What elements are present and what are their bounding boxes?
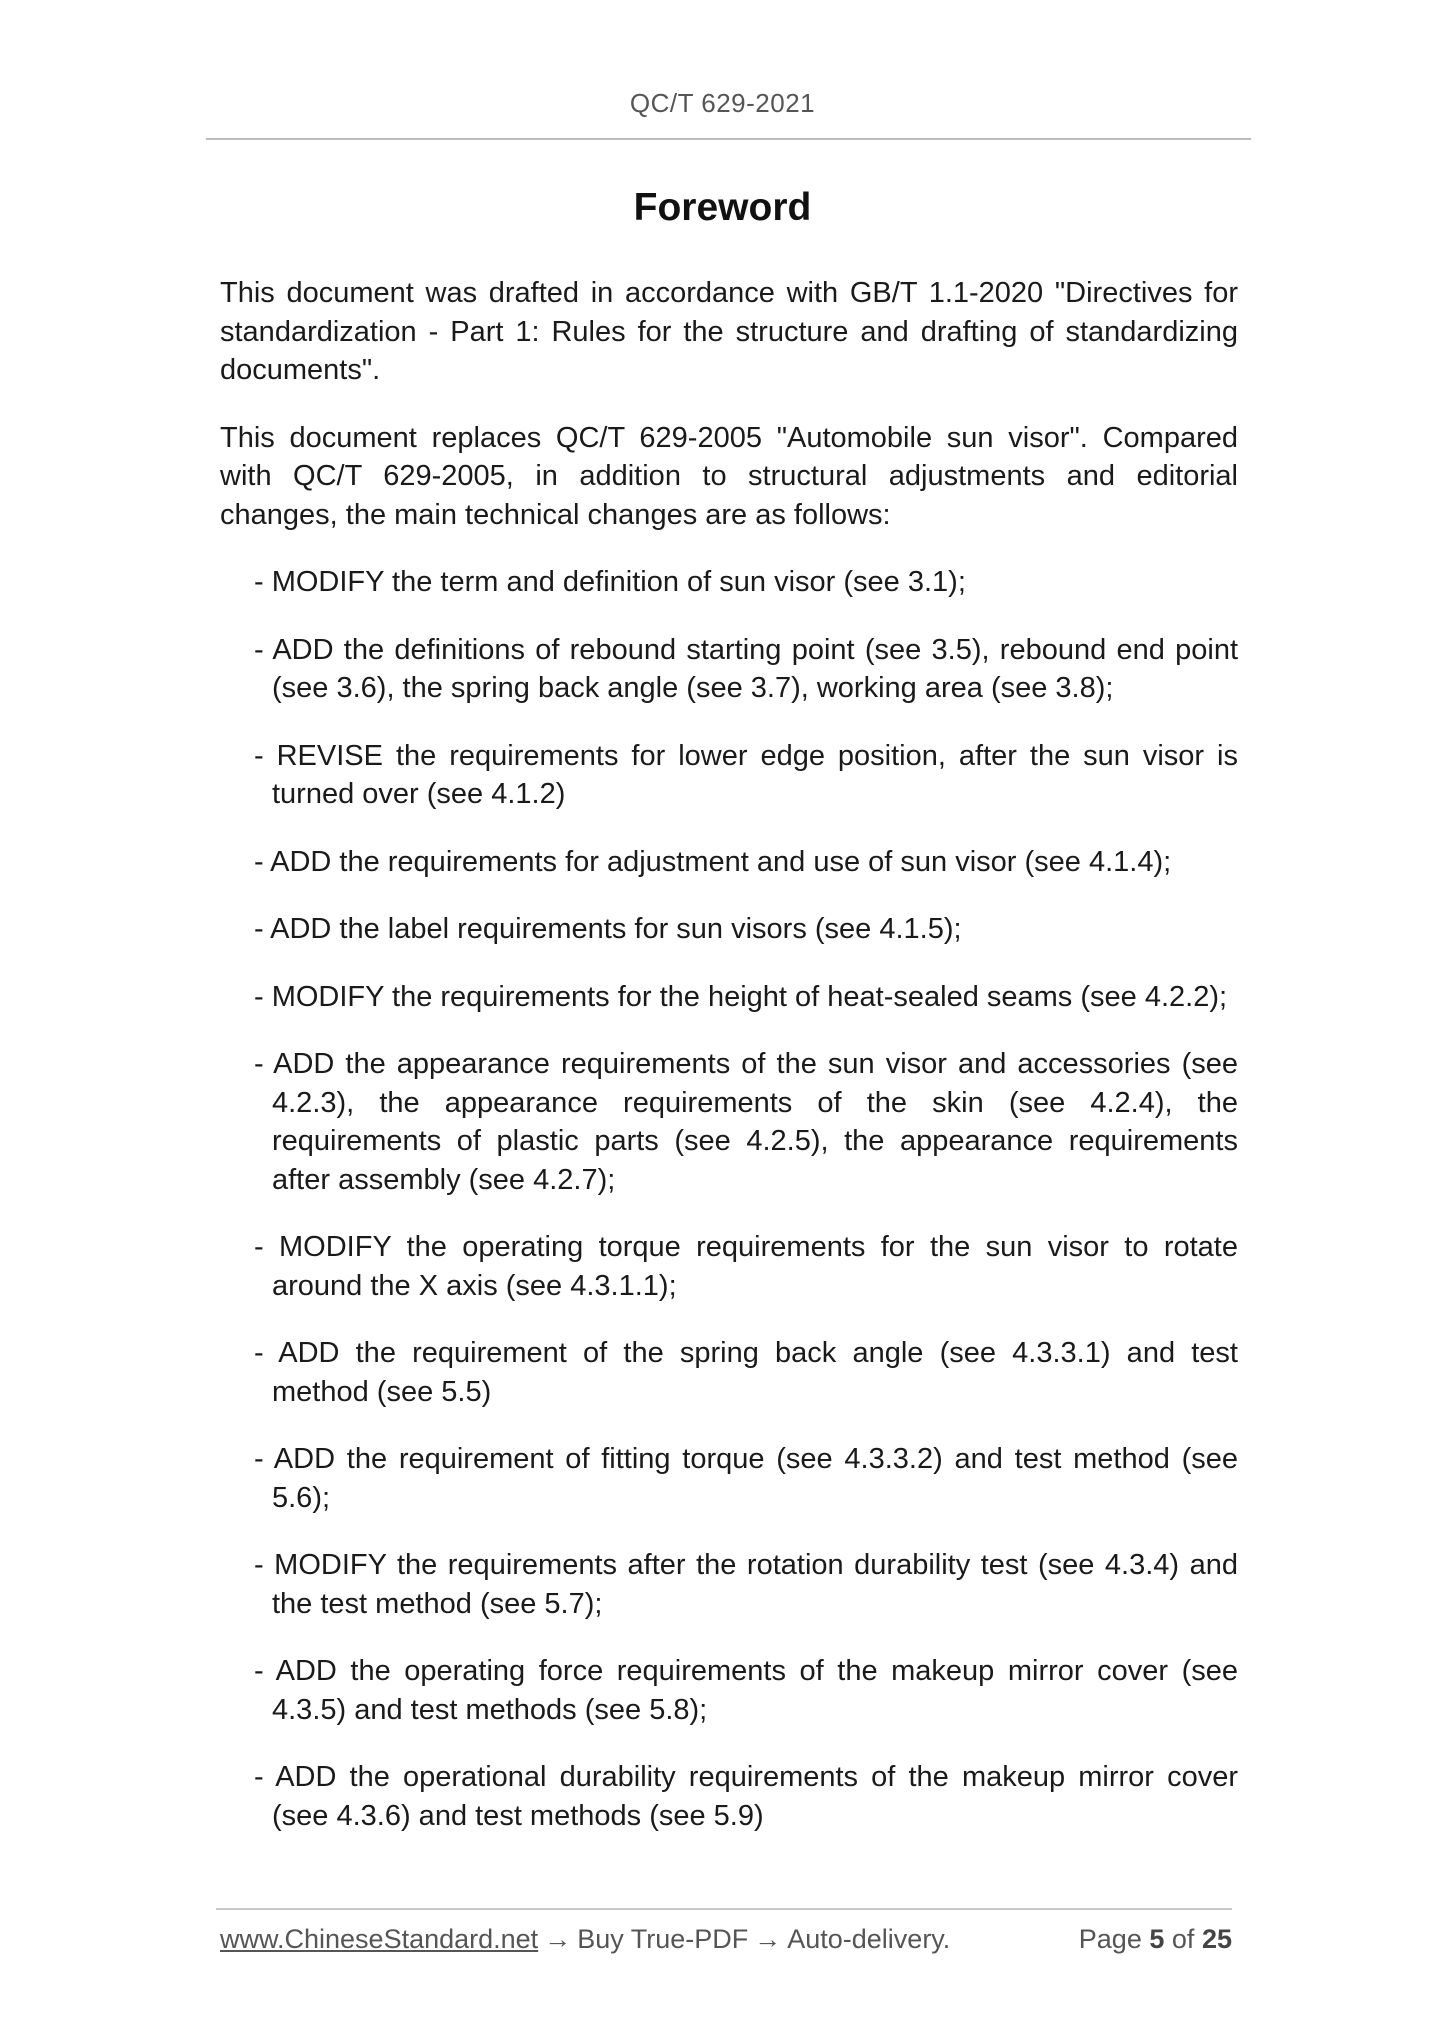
change-item: - REVISE the requirements for lower edge position, after the sun visor is turned over (see 4.1.2)	[254, 739, 1238, 810]
change-item: - MODIFY the term and definition of sun visor (see 3.1);	[254, 566, 966, 598]
page-label: Page	[1078, 1924, 1142, 1954]
buy-pdf-text: Buy True-PDF	[577, 1924, 749, 1954]
change-item: - ADD the appearance requirements of the sun visor and accessories (see 4.2.3), the appearance requirements of the skin (see 4.2.4), the requirements of plastic parts (see 4.2.5), the appearance requirements after assembly (see 4.2.7);	[254, 1048, 1238, 1196]
current-page-number: 5	[1149, 1924, 1165, 1954]
change-item: - ADD the definitions of rebound starting point (see 3.5), rebound end point (see 3.6), the spring back angle (see 3.7), working area (see 3.8);	[254, 633, 1238, 704]
change-item: - MODIFY the requirements for the height of heat-sealed seams (see 4.2.2);	[254, 980, 1228, 1013]
foreword-body	[220, 274, 1238, 1864]
page-of-label: of	[1171, 1924, 1195, 1954]
footer-promo	[220, 1924, 950, 1955]
auto-delivery-text: Auto-delivery.	[787, 1924, 951, 1954]
intro-paragraph-drafting: This document was drafted in accordance with GB/T 1.1-2020 "Directives for standardization - Part 1: Rules for the structure and drafting of standardizing documents".	[220, 277, 1238, 386]
header-divider	[206, 138, 1251, 140]
technical-changes-list	[220, 563, 1238, 1835]
change-item: - ADD the requirement of the spring back angle (see 4.3.3.1) and test method (see 5.5)	[254, 1337, 1238, 1408]
change-item: - ADD the operating force requirements of the makeup mirror cover (see 4.3.5) and test methods (see 5.8);	[254, 1655, 1238, 1726]
change-item: - MODIFY the operating torque requirements for the sun visor to rotate around the X axis (see 4.3.1.1);	[254, 1231, 1238, 1302]
change-item: - ADD the label requirements for sun visors (see 4.1.5);	[254, 913, 962, 945]
website-link[interactable]: www.ChineseStandard.net	[220, 1924, 539, 1954]
page-footer	[220, 1924, 1232, 1955]
arrow-right-icon: →	[544, 1924, 572, 1954]
document-id-header: QC/T 629-2021	[629, 88, 816, 118]
change-item: - ADD the requirements for adjustment and use of sun visor (see 4.1.4);	[254, 845, 1172, 878]
change-item: - ADD the operational durability requirements of the makeup mirror cover (see 4.3.6) and test methods (see 5.9)	[254, 1761, 1238, 1832]
total-pages-number: 25	[1201, 1924, 1232, 1954]
change-item: - ADD the requirement of fitting torque (see 4.3.3.2) and test method (see 5.6);	[254, 1443, 1238, 1514]
change-item: - MODIFY the requirements after the rotation durability test (see 4.3.4) and the test method (see 5.7);	[254, 1549, 1238, 1620]
intro-paragraph-replacement: This document replaces QC/T 629-2005 "Automobile sun visor". Compared with QC/T 629-2005, in addition to structural adjustments and editorial changes, the main technical changes are as follows:	[220, 421, 1238, 531]
page-counter	[1079, 1924, 1232, 1955]
arrow-right-icon: →	[754, 1924, 782, 1954]
footer-divider	[216, 1908, 1232, 1910]
page-title: Foreword	[633, 186, 812, 229]
